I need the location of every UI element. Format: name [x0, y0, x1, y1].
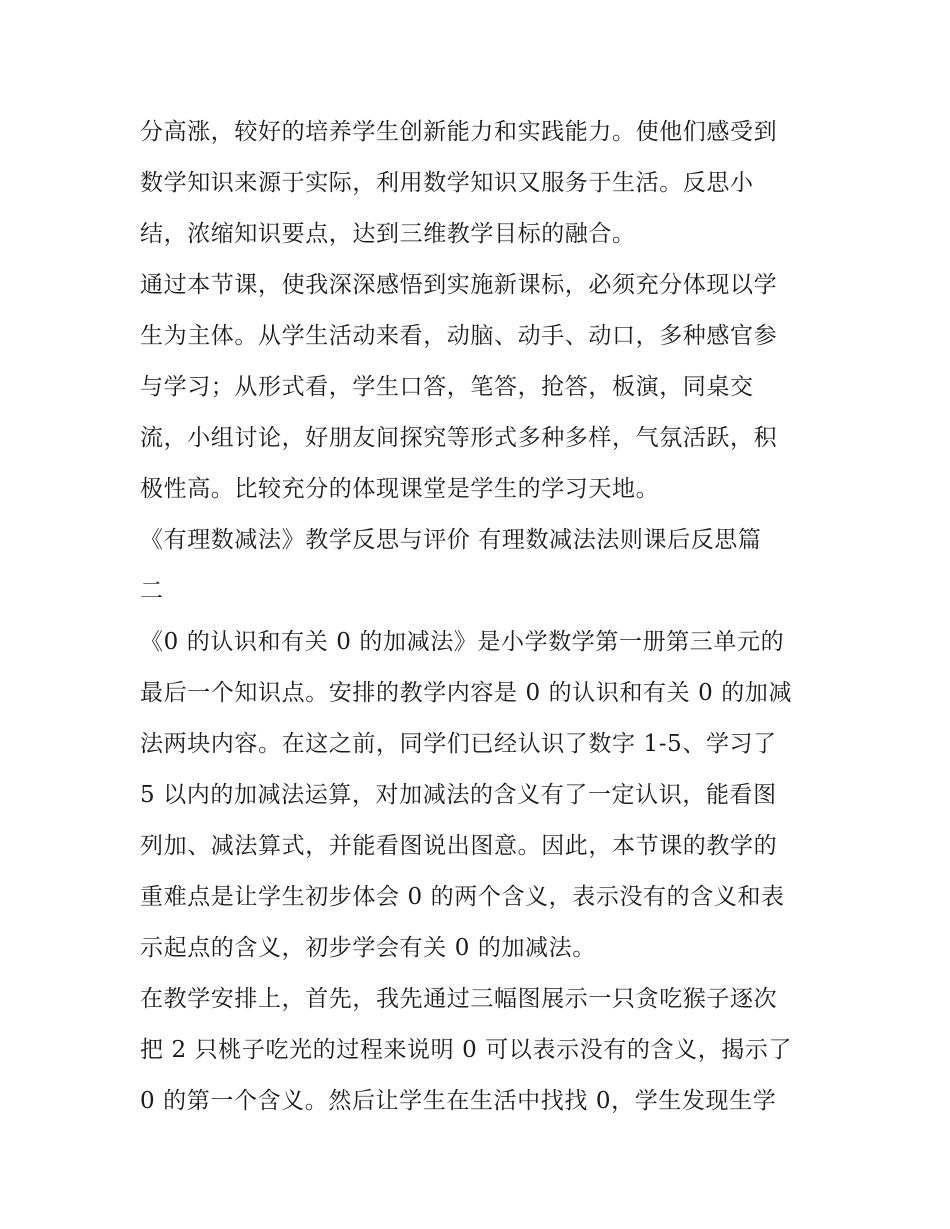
section-heading — [140, 515, 820, 617]
text-line: 示起点的含义，初步学会有关 0 的加减法。 — [140, 935, 596, 961]
text-line: 重难点是让学生初步体会 0 的两个含义，表示没有的含义和表 — [140, 884, 785, 910]
text-line: 0 的第一个含义。然后让学生在生活中找找 0，学生发现生学 — [140, 1088, 777, 1114]
text-line: 流，小组讨论，好朋友间探究等形式多种多样，气氛活跃，积 — [140, 425, 778, 451]
text-line: 列加、减法算式，并能看图说出图意。因此，本节课的教学的 — [140, 833, 778, 859]
text-line: 与学习；从形式看，学生口答，笔答，抢答，板演，同桌交 — [140, 374, 754, 400]
text-line: 通过本节课，使我深深感悟到实施新课标，必须充分体现以学 — [140, 272, 778, 298]
text-line: 极性高。比较充分的体现课堂是学生的学习天地。 — [140, 476, 660, 502]
text-line: 最后一个知识点。安排的教学内容是 0 的认识和有关 0 的加减 — [140, 680, 793, 706]
paragraph-1 — [140, 107, 820, 260]
text-line: 把 2 只桃子吃光的过程来说明 0 可以表示没有的含义，揭示了 — [140, 1037, 793, 1063]
text-line: 《0 的认识和有关 0 的加减法》是小学数学第一册第三单元的 — [140, 629, 785, 655]
paragraph-2 — [140, 260, 820, 515]
paragraph-3 — [140, 617, 820, 974]
paragraph-4 — [140, 974, 820, 1127]
text-line: 分高涨，较好的培养学生创新能力和实践能力。使他们感受到 — [140, 119, 778, 145]
document-body — [140, 107, 820, 1127]
heading-line: 二 — [140, 578, 164, 604]
text-line: 数学知识来源于实际，利用数学知识又服务于生活。反思小 — [140, 170, 754, 196]
text-line: 5 以内的加减法运算，对加减法的含义有了一定认识，能看图 — [140, 782, 777, 808]
heading-line: 《有理数减法》教学反思与评价 有理数减法法则课后反思篇 — [140, 527, 762, 553]
text-line: 生为主体。从学生活动来看，动脑、动手、动口，多种感官参 — [140, 323, 778, 349]
text-line: 在教学安排上，首先，我先通过三幅图展示一只贪吃猴子逐次 — [140, 986, 778, 1012]
text-line: 结，浓缩知识要点，达到三维教学目标的融合。 — [140, 221, 636, 247]
text-line: 法两块内容。在这之前，同学们已经认识了数字 1-5、学习了 — [140, 731, 777, 757]
